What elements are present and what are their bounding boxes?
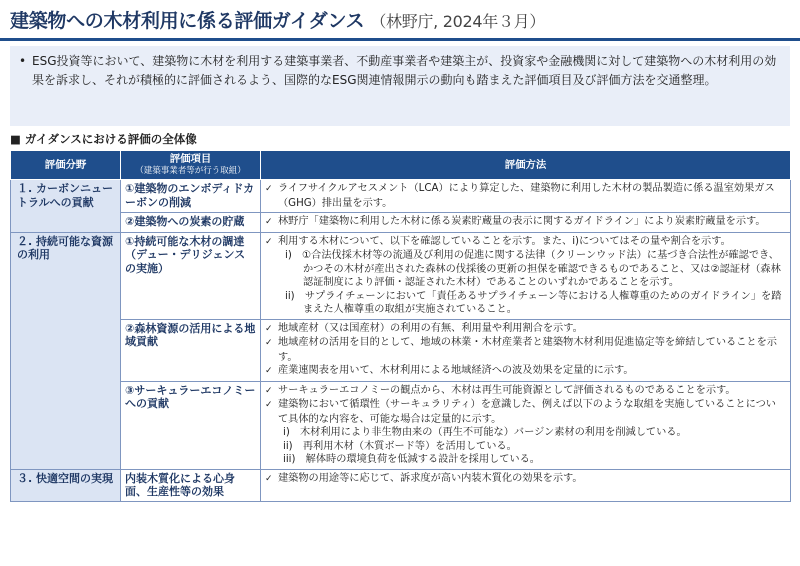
intro-text: ESG投資等において、建築物に木材を利用する建築事業者、不動産事業者や建築主が、投資家や金融機関に対して建築物への木材利用の効果を訴求し、それが積極的に評価されるよう、国際的なESG関連情報開示の動向も踏まえた評価項目及び評価方法を交通整理。 — [32, 54, 777, 87]
method-check: ✓ 建築物の用途等に応じて、訴求度が高い内装木質化の効果を示す。 — [265, 472, 786, 487]
table-row — [11, 232, 791, 319]
table-row — [11, 213, 791, 233]
method-cell — [261, 381, 791, 469]
method-check: ✓ ライフサイクルアセスメント（LCA）により算定した、建築物に利用した木材の製品製造に係る温室効果ガス（GHG）排出量を示す。 — [265, 182, 786, 210]
section-title: ■ ガイダンスにおける評価の全体像 — [10, 132, 197, 146]
method-subitem: ii) 再利用木材（木質ボード等）を活用している。 — [283, 440, 517, 452]
header-item: 評価項目 （建築事業者等が行う取組） — [121, 151, 261, 180]
method-cell — [261, 180, 791, 213]
item-regional-contribution: ②森林資源の活用による地域貢献 — [121, 319, 261, 381]
method-subitem: ii) サプライチェーンにおいて「責任あるサプライチェーン等における人権尊重のためのガイドライン」を踏まえた人権尊重の取組が実施されていること。 — [285, 290, 782, 315]
method-subitem: iii) 解体時の環境負荷を低減する設計を採用している。 — [283, 454, 540, 465]
method-cell — [261, 319, 791, 381]
item-carbon-storage: ②建築物への炭素の貯蔵 — [121, 213, 261, 233]
field-comfortable-space: ３. 快適空間の実現 — [11, 469, 121, 501]
field-sustainable-resources: ２. 持続可能な資源の利用 — [11, 232, 121, 469]
table-row — [11, 180, 791, 213]
evaluation-table — [10, 150, 791, 502]
item-interior-wood: 内装木質化による心身面、生産性等の効果 — [121, 469, 261, 501]
intro-box — [10, 46, 790, 126]
method-check: ✓ 建築物において循環性（サーキュラリティ）を意識した、例えば以下のような取組を実施していることについて具体的な内容を、可能な場合は定量的に示す。 — [265, 398, 786, 426]
title-underline — [0, 38, 800, 41]
header-item-note: （建築事業者等が行う取組） — [135, 166, 246, 176]
field-carbon-neutral: １. カーボンニュートラルへの貢献 — [11, 180, 121, 233]
header-method: 評価方法 — [261, 151, 791, 180]
item-circular-economy: ③サーキュラーエコノミーへの貢献 — [121, 381, 261, 469]
bullet-icon: • — [19, 54, 27, 68]
method-check: ✓ サーキュラーエコノミーの観点から、木材は再生可能資源として評価されるものであることを示す。 — [265, 384, 786, 399]
method-check: ✓ 地域産材の活用を目的として、地域の林業・木材産業者と建築物木材利用促進協定等を締結していることを示す。 — [265, 336, 786, 364]
method-cell — [261, 213, 791, 233]
method-check: ✓ 産業連関表を用いて、木材利用による地域経済への波及効果を定量的に示す。 — [265, 364, 786, 379]
method-cell — [261, 469, 791, 501]
table-header-row — [11, 151, 791, 180]
header-field: 評価分野 — [11, 151, 121, 180]
table-row — [11, 381, 791, 469]
method-cell — [261, 232, 791, 319]
item-embodied-carbon: ①建築物のエンボディドカーボンの削減 — [121, 180, 261, 213]
page-title: 建築物への木材利用に係る評価ガイダンス （林野庁, 2024年３月） — [10, 10, 546, 32]
method-check: ✓ 林野庁「建築物に利用した木材に係る炭素貯蔵量の表示に関するガイドライン」により炭素貯蔵量を示す。 — [265, 215, 786, 230]
method-check: ✓ 利用する木材について、以下を確認していることを示す。また、i)についてはその量や割合を示す。 — [265, 235, 786, 250]
method-check: ✓ 地域産材（又は国産材）の利用の有無、利用量や利用割合を示す。 — [265, 322, 786, 337]
method-subitem: i) 木材利用により非生物由来の（再生不可能な）バージン素材の利用を削減している。 — [283, 427, 687, 438]
page-subtitle: （林野庁, 2024年３月） — [370, 12, 546, 31]
table-row — [11, 469, 791, 501]
method-subitem: i) ①合法伐採木材等の流通及び利用の促進に関する法律（クリーンウッド法）に基づき合法性が確認でき、かつその木材が産出された森林の伐採後の更新の担保を確認できるものであること、又は②認証材（森林認証制度により評価・認証された木材）であることのいずれかであることを示す。 — [285, 250, 781, 288]
item-due-diligence: ①持続可能な木材の調達 （デュー・デリジェンスの実施） — [121, 232, 261, 319]
table-row — [11, 319, 791, 381]
